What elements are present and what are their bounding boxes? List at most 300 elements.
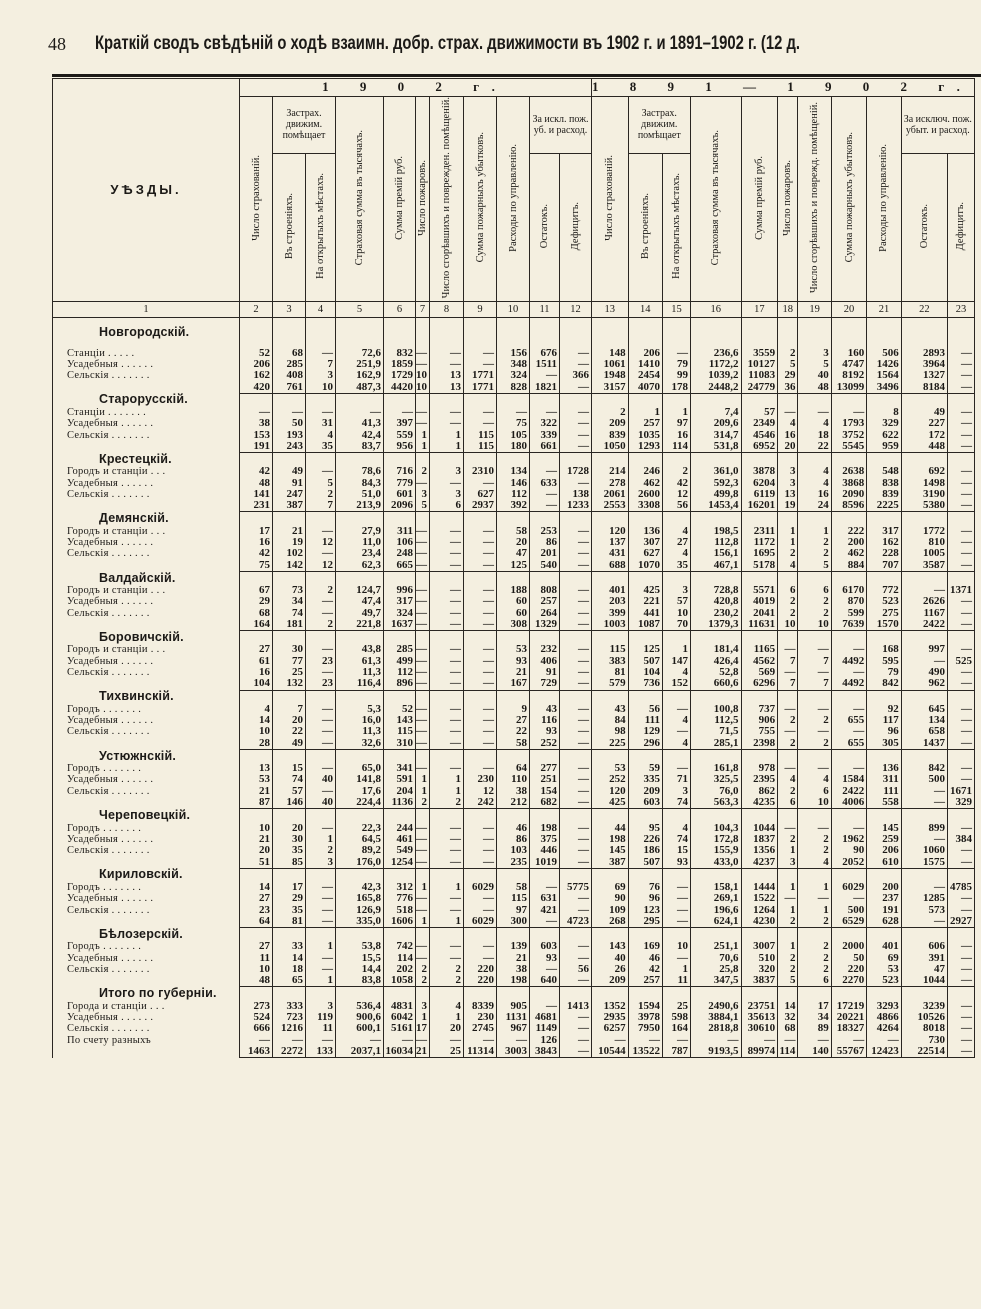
table-cell: 148	[592, 347, 629, 358]
district-heading-row	[53, 453, 975, 467]
table-cell: —	[947, 893, 974, 904]
table-cell: 3	[778, 856, 798, 868]
table-cell: 5	[778, 975, 798, 987]
district-name: Устюжнскій.	[53, 749, 240, 763]
table-row	[53, 704, 975, 715]
spacer-cell	[464, 318, 497, 327]
spacer-cell	[867, 339, 901, 347]
row-label	[53, 381, 240, 393]
table-cell: 246	[628, 466, 662, 477]
table-cell: 1	[416, 774, 430, 785]
table-cell: 269,1	[690, 893, 741, 904]
table-cell: 1379,3	[690, 619, 741, 631]
table-cell: 6296	[741, 678, 778, 690]
empty-cell	[831, 326, 867, 339]
table-cell: 40	[592, 952, 629, 963]
empty-cell	[306, 453, 336, 467]
table-cell: 401	[867, 941, 901, 952]
table-cell: 162	[867, 537, 901, 548]
table-cell: 3	[416, 1000, 430, 1011]
column-number: 1	[53, 302, 240, 318]
row-label	[53, 856, 240, 868]
table-cell: 116,4	[336, 678, 384, 690]
empty-cell	[384, 987, 416, 1001]
table-cell: 79	[663, 359, 691, 370]
table-cell: —	[530, 500, 560, 512]
empty-cell	[273, 868, 306, 882]
empty-cell	[778, 393, 798, 407]
table-cell: 1	[416, 882, 430, 893]
table-cell: 2553	[592, 500, 629, 512]
table-cell: 285,1	[690, 738, 741, 750]
table-row	[53, 952, 975, 963]
table-cell: —	[430, 347, 464, 358]
table-cell: 52,8	[690, 667, 741, 678]
table-cell: 2490,6	[690, 1000, 741, 1011]
table-cell: —	[560, 834, 592, 845]
table-cell: —	[901, 834, 947, 845]
district-heading-row	[53, 512, 975, 526]
table-cell: —	[464, 347, 497, 358]
table-cell: 59	[628, 763, 662, 774]
table-cell: 278	[592, 477, 629, 488]
table-cell: —	[560, 347, 592, 358]
table-cell: —	[306, 704, 336, 715]
column-number: 12	[560, 302, 592, 318]
table-cell: 17219	[831, 1000, 867, 1011]
table-cell: 1167	[901, 608, 947, 619]
table-cell: 524	[240, 1012, 273, 1023]
table-cell: 114	[663, 441, 691, 453]
empty-cell	[901, 453, 947, 467]
table-cell: 87	[240, 797, 273, 809]
table-cell: —	[430, 585, 464, 596]
table-cell: 10	[306, 381, 336, 393]
table-cell: 828	[497, 381, 530, 393]
table-row	[53, 822, 975, 833]
empty-cell	[798, 868, 831, 882]
district-heading-row	[53, 326, 975, 339]
table-cell: —	[464, 822, 497, 833]
table-cell: —	[798, 644, 831, 655]
empty-cell	[530, 987, 560, 1001]
table-cell: 324	[497, 370, 530, 381]
table-cell: 209,6	[690, 418, 741, 429]
table-cell: 8	[867, 407, 901, 418]
empty-cell	[306, 326, 336, 339]
table-cell: 559	[384, 429, 416, 440]
table-cell: —	[430, 608, 464, 619]
table-cell: —	[464, 704, 497, 715]
spacer-cell	[336, 318, 384, 327]
table-cell: —	[430, 941, 464, 952]
table-row	[53, 882, 975, 893]
table-cell: 399	[592, 608, 629, 619]
spacer-cell	[306, 318, 336, 327]
table-cell: 3	[416, 489, 430, 500]
table-cell: 510	[741, 952, 778, 963]
table-cell: 899	[901, 822, 947, 833]
table-cell: 30	[273, 834, 306, 845]
table-cell: 1264	[741, 904, 778, 915]
empty-cell	[384, 631, 416, 645]
table-cell: 52	[240, 347, 273, 358]
table-cell: —	[416, 537, 430, 548]
table-cell: 16034	[384, 1046, 416, 1058]
table-cell: 1131	[497, 1012, 530, 1023]
table-cell: —	[560, 774, 592, 785]
spacer-cell	[741, 339, 778, 347]
empty-cell	[336, 809, 384, 823]
table-cell: 20	[778, 441, 798, 453]
table-cell: 426,4	[690, 656, 741, 667]
table-cell: 96	[628, 893, 662, 904]
table-cell: —	[798, 893, 831, 904]
table-cell: 4	[240, 704, 273, 715]
spacer-cell	[901, 318, 947, 327]
table-cell: 2225	[867, 500, 901, 512]
table-cell: 1564	[867, 370, 901, 381]
table-cell: —	[240, 407, 273, 418]
table-cell: —	[560, 704, 592, 715]
table-cell: 2	[798, 715, 831, 726]
table-cell: 6042	[384, 1012, 416, 1023]
row-label	[53, 560, 240, 572]
col-header-10: Расходы по управленію.	[497, 97, 530, 302]
table-cell: 549	[384, 845, 416, 856]
table-cell: —	[560, 477, 592, 488]
table-cell: 27	[240, 941, 273, 952]
table-cell: 243	[273, 441, 306, 453]
table-cell: 188	[497, 585, 530, 596]
table-cell: —	[947, 1046, 974, 1058]
table-cell: 462	[628, 477, 662, 488]
empty-cell	[628, 453, 662, 467]
table-cell: 1453,4	[690, 500, 741, 512]
table-cell: 4	[798, 418, 831, 429]
table-cell: —	[947, 537, 974, 548]
table-cell: 91	[530, 667, 560, 678]
table-cell: 431	[592, 548, 629, 559]
empty-cell	[778, 749, 798, 763]
table-cell: 2	[416, 964, 430, 975]
table-cell: 8018	[901, 1023, 947, 1034]
table-cell: 160	[831, 347, 867, 358]
table-cell: 4	[798, 774, 831, 785]
empty-cell	[384, 571, 416, 585]
empty-cell	[628, 690, 662, 704]
table-cell: 29	[273, 893, 306, 904]
table-cell: 23,4	[336, 548, 384, 559]
empty-cell	[430, 631, 464, 645]
table-cell: 2	[416, 797, 430, 809]
col-header-7: Число пожаровъ.	[416, 97, 430, 302]
table-cell: —	[560, 418, 592, 429]
table-cell: 259	[867, 834, 901, 845]
table-cell: 1	[416, 786, 430, 797]
table-cell: 38	[497, 964, 530, 975]
table-cell: 102	[273, 548, 306, 559]
table-cell: 348	[497, 359, 530, 370]
table-cell: 579	[592, 678, 629, 690]
table-cell: 540	[530, 560, 560, 572]
table-cell: 1771	[464, 381, 497, 393]
table-cell: 2311	[741, 525, 778, 536]
empty-cell	[778, 453, 798, 467]
table-cell: 50	[273, 418, 306, 429]
table-cell: —	[497, 1035, 530, 1046]
table-row	[53, 347, 975, 358]
table-cell: 3964	[901, 359, 947, 370]
row-label	[53, 916, 240, 928]
table-row	[53, 644, 975, 655]
empty-cell	[741, 690, 778, 704]
table-cell: —	[464, 726, 497, 737]
empty-cell	[497, 453, 530, 467]
empty-cell	[336, 512, 384, 526]
table-cell: 201	[530, 548, 560, 559]
table-cell: —	[464, 952, 497, 963]
empty-cell	[867, 868, 901, 882]
table-cell: 1463	[240, 1046, 273, 1058]
table-cell: —	[416, 856, 430, 868]
table-cell: —	[416, 656, 430, 667]
table-cell: —	[416, 347, 430, 358]
table-cell: —	[430, 1035, 464, 1046]
table-cell: —	[560, 644, 592, 655]
table-cell: 11631	[741, 619, 778, 631]
table-cell: 956	[384, 441, 416, 453]
table-cell: 314,7	[690, 429, 741, 440]
page-number: 48	[48, 34, 66, 54]
table-cell: 178	[663, 381, 691, 393]
table-cell: —	[901, 882, 947, 893]
district-name: Боровичскій.	[53, 631, 240, 645]
table-cell: 145	[867, 822, 901, 833]
table-cell: 1772	[901, 525, 947, 536]
table-cell: 755	[741, 726, 778, 737]
empty-cell	[530, 928, 560, 942]
table-cell: 1	[416, 916, 430, 928]
table-cell: 141	[240, 489, 273, 500]
table-cell: 93	[530, 726, 560, 737]
table-cell: 707	[867, 560, 901, 572]
table-cell: 198,5	[690, 525, 741, 536]
table-cell: 83,7	[336, 441, 384, 453]
table-cell: —	[416, 763, 430, 774]
table-cell: —	[947, 489, 974, 500]
table-cell: 2935	[592, 1012, 629, 1023]
table-cell: 3	[306, 856, 336, 868]
table-cell: 15	[663, 845, 691, 856]
row-label	[53, 797, 240, 809]
table-cell: 244	[384, 822, 416, 833]
table-cell: 603	[628, 797, 662, 809]
table-cell: 772	[867, 585, 901, 596]
table-cell: —	[947, 1035, 974, 1046]
district-total-row	[53, 560, 975, 572]
table-cell: 231	[240, 500, 273, 512]
table-cell: 601	[384, 489, 416, 500]
empty-cell	[306, 868, 336, 882]
empty-cell	[947, 749, 974, 763]
table-cell: 126,9	[336, 904, 384, 915]
table-cell: 164	[240, 619, 273, 631]
table-cell: 14	[273, 952, 306, 963]
table-cell: —	[464, 608, 497, 619]
table-cell: 11,3	[336, 667, 384, 678]
table-cell: —	[901, 786, 947, 797]
table-cell: —	[798, 667, 831, 678]
empty-cell	[867, 512, 901, 526]
empty-cell	[416, 868, 430, 882]
row-label: Городъ и станціи . . .	[53, 525, 240, 536]
table-cell: —	[273, 407, 306, 418]
table-cell: —	[947, 560, 974, 572]
table-cell: 6	[798, 585, 831, 596]
table-cell: —	[416, 525, 430, 536]
table-cell: 62,3	[336, 560, 384, 572]
table-cell: —	[901, 916, 947, 928]
table-row	[53, 774, 975, 785]
table-cell: 1793	[831, 418, 867, 429]
table-cell: 141,8	[336, 774, 384, 785]
table-cell: —	[560, 381, 592, 393]
table-cell: 1087	[628, 619, 662, 631]
table-cell: 7	[306, 359, 336, 370]
empty-cell	[901, 868, 947, 882]
empty-cell	[690, 631, 741, 645]
table-cell: 49	[901, 407, 947, 418]
table-cell: 1233	[560, 500, 592, 512]
table-cell: 1165	[741, 644, 778, 655]
column-number: 9	[464, 302, 497, 318]
table-cell: 1	[778, 525, 798, 536]
table-cell: —	[464, 941, 497, 952]
empty-cell	[901, 987, 947, 1001]
table-cell: 4723	[560, 916, 592, 928]
empty-cell	[306, 928, 336, 942]
table-cell: 112,5	[690, 715, 741, 726]
table-cell: 905	[497, 1000, 530, 1011]
empty-cell	[384, 868, 416, 882]
table-cell: 75	[497, 418, 530, 429]
row-label: Городъ и станціи . . .	[53, 466, 240, 477]
table-cell: 64	[240, 916, 273, 928]
empty-cell	[663, 690, 691, 704]
table-cell: 1962	[831, 834, 867, 845]
empty-cell	[416, 690, 430, 704]
table-row	[53, 726, 975, 737]
table-cell: 1	[416, 1012, 430, 1023]
table-cell: —	[947, 774, 974, 785]
table-cell: 24	[798, 500, 831, 512]
column-number: 5	[336, 302, 384, 318]
table-cell: 322	[530, 418, 560, 429]
table-cell: 20	[497, 537, 530, 548]
empty-cell	[273, 809, 306, 823]
table-cell: 154	[530, 786, 560, 797]
table-cell: 1	[430, 1012, 464, 1023]
table-cell: 387	[273, 500, 306, 512]
table-cell: 1498	[901, 477, 947, 488]
spacer-cell	[464, 339, 497, 347]
table-cell: 126	[530, 1035, 560, 1046]
table-cell: 1019	[530, 856, 560, 868]
table-cell: 72,6	[336, 347, 384, 358]
table-cell: 487,3	[336, 381, 384, 393]
table-cell: 225	[592, 738, 629, 750]
table-cell: 16	[798, 489, 831, 500]
table-cell: 103	[497, 845, 530, 856]
table-cell: 257	[530, 596, 560, 607]
table-cell: 161,8	[690, 763, 741, 774]
table-cell: 4	[663, 715, 691, 726]
table-cell: 16,0	[336, 715, 384, 726]
table-cell: 104	[240, 678, 273, 690]
table-cell: 2	[798, 738, 831, 750]
table-cell: 56	[663, 500, 691, 512]
table-cell: 4492	[831, 656, 867, 667]
table-cell: 180	[497, 441, 530, 453]
table-cell: 251	[530, 774, 560, 785]
district-name: Кириловскій.	[53, 868, 240, 882]
empty-cell	[416, 809, 430, 823]
table-cell: 10	[416, 381, 430, 393]
spacer-cell	[430, 318, 464, 327]
table-cell: 10	[416, 370, 430, 381]
table-cell: 6	[778, 797, 798, 809]
table-cell: —	[430, 726, 464, 737]
table-cell: 600,1	[336, 1023, 384, 1034]
spacer-cell	[592, 318, 629, 327]
col-header-4: На открытыхъ мѣстахъ.	[306, 153, 336, 302]
district-name: Демянскій.	[53, 512, 240, 526]
table-cell: —	[430, 477, 464, 488]
isklyuch-header-1902: За искл. пож. уб. и расход.	[530, 97, 592, 154]
table-cell: 222	[831, 525, 867, 536]
table-cell: 311	[867, 774, 901, 785]
district-name: Бѣлозерскій.	[53, 928, 240, 942]
table-cell: —	[560, 715, 592, 726]
table-row	[53, 786, 975, 797]
table-cell: 124,7	[336, 585, 384, 596]
table-cell: 224,4	[336, 797, 384, 809]
table-cell: 162	[240, 370, 273, 381]
empty-cell	[464, 453, 497, 467]
table-cell: 2052	[831, 856, 867, 868]
table-cell: 116	[530, 715, 560, 726]
table-cell: —	[416, 952, 430, 963]
empty-cell	[416, 749, 430, 763]
table-cell: —	[947, 856, 974, 868]
table-cell: —	[416, 644, 430, 655]
row-label	[53, 441, 240, 453]
empty-cell	[430, 393, 464, 407]
table-cell: 1044	[741, 822, 778, 833]
table-cell: 3293	[867, 1000, 901, 1011]
table-cell: 1948	[592, 370, 629, 381]
table-cell: 2	[430, 797, 464, 809]
table-cell: 4	[778, 560, 798, 572]
table-cell: —	[416, 904, 430, 915]
table-cell: —	[306, 726, 336, 737]
table-cell: 4	[798, 466, 831, 477]
table-cell: 50	[831, 952, 867, 963]
table-cell: 1	[430, 441, 464, 453]
table-cell: 640	[530, 975, 560, 987]
table-cell: 660,6	[690, 678, 741, 690]
